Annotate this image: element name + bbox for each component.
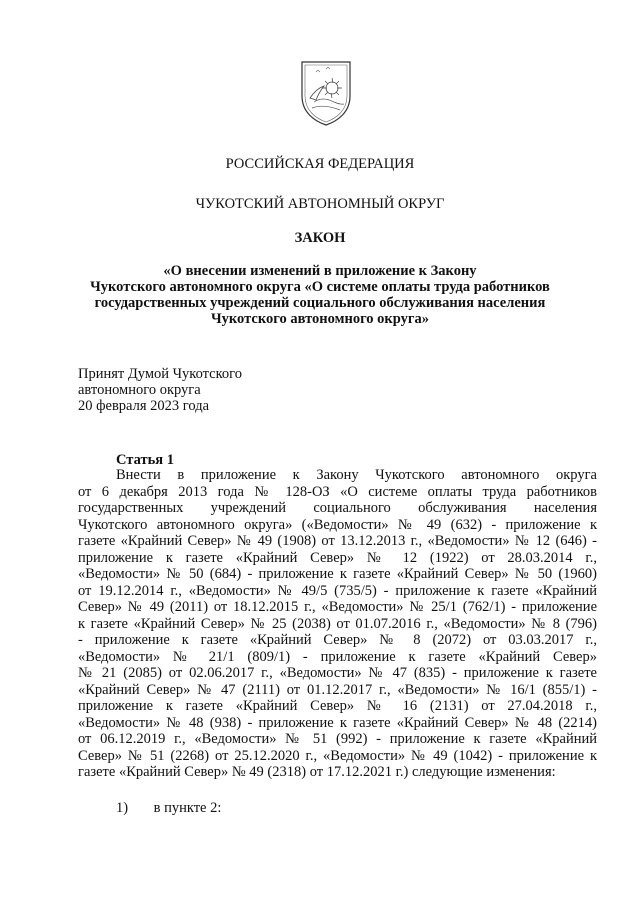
body-line: государственных учреждений социального обслуживания населения [78, 500, 597, 516]
adoption-date: 20 февраля 2023 года [78, 398, 210, 414]
body-line: «Ведомости» № 50 (684) - приложение к газете «Крайний Север» № 50 (1960) [78, 566, 597, 582]
body-line: «Крайний Север» № 47 (2111) от 01.12.2017 г., «Ведомости» № 16/1 (855/1) - [78, 681, 597, 698]
body-line: Север» № 49 (2011) от 18.12.2015 г., «Ведомости» № 25/1 (762/1) - приложение [78, 599, 597, 615]
adoption-line: Принят Думой Чукотского [78, 366, 243, 382]
law-title [60, 263, 580, 327]
law-title-line: государственных учреждений социального обслуживания населения [94, 295, 546, 311]
country-heading: РОССИЙСКАЯ ФЕДЕРАЦИЯ [225, 156, 415, 172]
body-line: «Ведомости» № 21/1 (809/1) - приложение к газете «Крайний Север» [78, 648, 597, 665]
body-line: приложение к газете «Крайний Север» № 16 (2131) от 27.04.2018 г., [78, 698, 597, 714]
body-line: Внести в приложение к Закону Чукотского автономного округа [116, 467, 597, 483]
list-item [116, 800, 221, 816]
body-line: от 06.12.2019 г., «Ведомости» № 51 (992) - приложение к газете «Крайний [78, 731, 597, 747]
adoption-note [78, 366, 242, 414]
document-type: ЗАКОН [294, 230, 346, 246]
adoption-line: автономного округа [78, 382, 201, 398]
list-item-text: в пункте 2: [153, 800, 222, 816]
body-line: от 6 декабря 2013 года № 128-ОЗ «О системе оплаты труда работников [78, 483, 597, 500]
region-heading: ЧУКОТСКИЙ АВТОНОМНЫЙ ОКРУГ [195, 196, 445, 212]
body-line: к газете «Крайний Север» № 25 (2038) от 01.07.2016 г., «Ведомости» № 8 (796) [78, 615, 597, 632]
body-line: Север» № 51 (2268) от 25.12.2020 г., «Ведомости» № 49 (1042) - приложение к [78, 747, 597, 764]
body-line: газете «Крайний Север» № 49 (2318) от 17.12.2021 г.) следующие изменения: [78, 764, 556, 780]
law-title-line: «О внесении изменений в приложение к Закону [163, 263, 477, 279]
body-line: Чукотского автономного округа» («Ведомости» № 49 (632) - приложение к [78, 516, 597, 533]
article-body [78, 467, 597, 781]
body-line: «Ведомости» № 48 (938) - приложение к газете «Крайний Север» № 48 (2214) [78, 714, 597, 731]
body-line: газете «Крайний Север» № 49 (1908) от 13.12.2013 г., «Ведомости» № 12 (646) - [78, 533, 597, 549]
body-line: от 19.12.2014 г., «Ведомости» № 49/5 (735/5) - приложение к газете «Крайний [78, 582, 597, 599]
body-line: - приложение к газете «Крайний Север» № 8 (2072) от 03.03.2017 г., [78, 632, 597, 648]
coat-of-arms-icon [296, 58, 356, 128]
body-line: № 21 (2085) от 02.06.2017 г., «Ведомости» № 47 (835) - приложение к газете [78, 665, 597, 681]
list-item-number: 1) [116, 800, 129, 816]
law-title-line: Чукотского автономного округа «О системе оплаты труда работников [90, 279, 550, 295]
body-line: приложение к газете «Крайний Север» № 12 (1922) от 28.03.2014 г., [78, 549, 597, 566]
law-title-line: Чукотского автономного округа» [211, 311, 429, 327]
article-heading: Статья 1 [116, 452, 174, 468]
